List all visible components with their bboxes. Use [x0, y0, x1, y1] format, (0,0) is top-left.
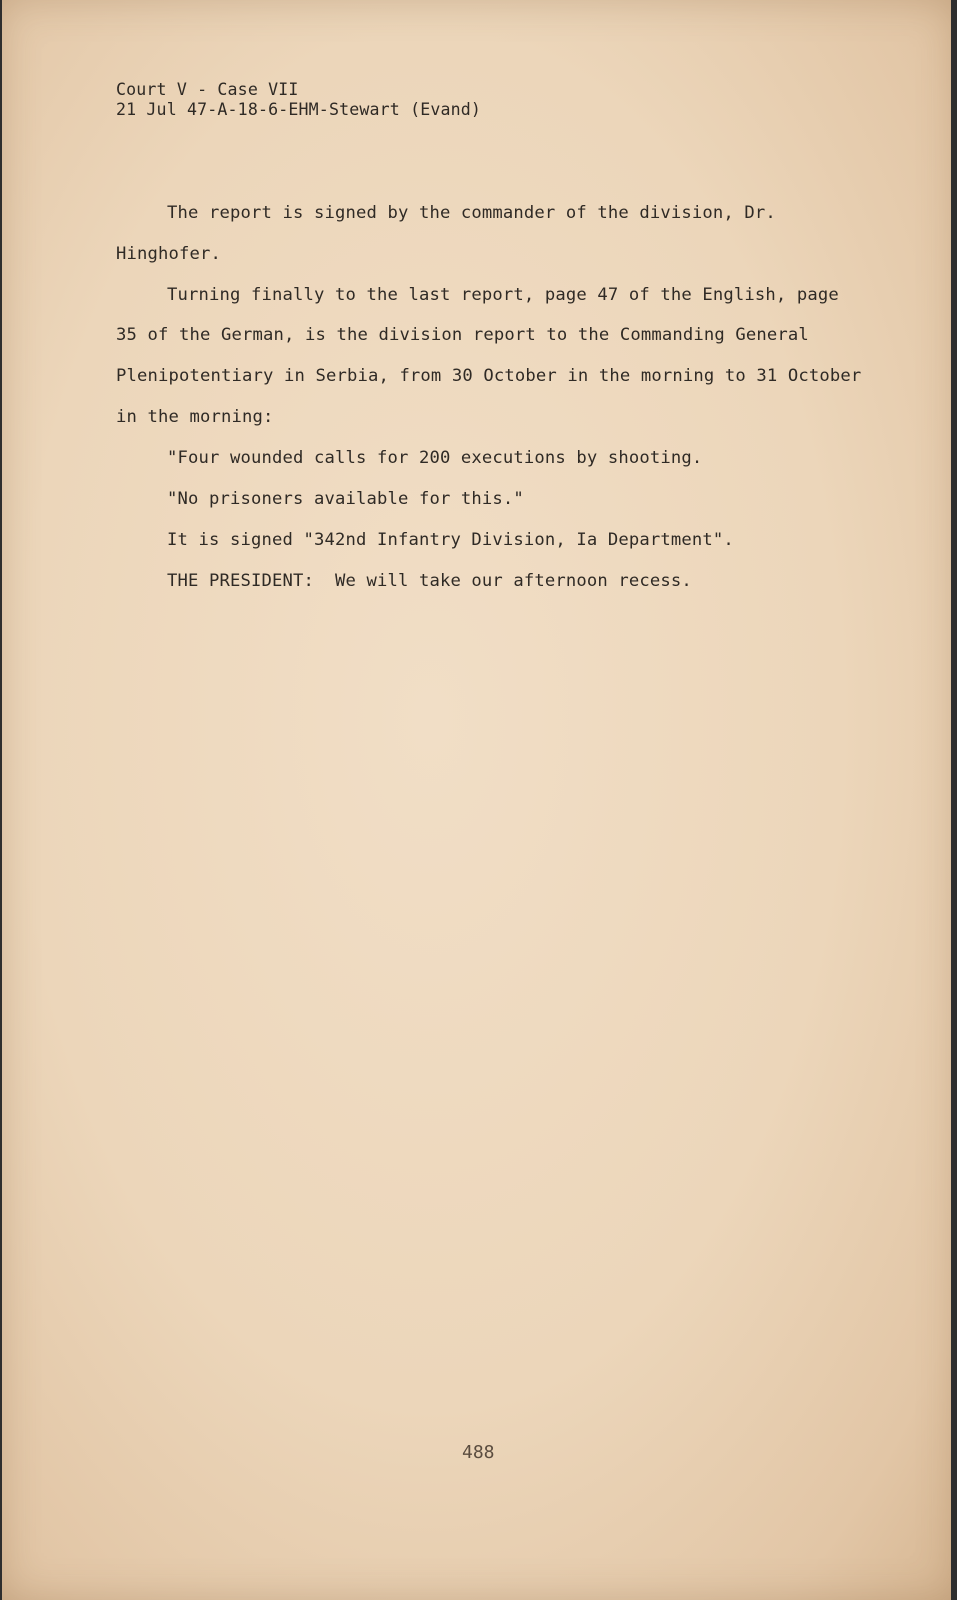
body-line-6: in the morning: — [116, 407, 274, 427]
president-line: THE PRESIDENT: We will take our afternoon recess. — [167, 571, 692, 591]
quote-line-2: "No prisoners available for this." — [167, 489, 524, 509]
body-line-3: Turning finally to the last report, page 47 of the English, page — [167, 285, 839, 305]
body-line-1: The report is signed by the commander of the division, Dr. — [167, 203, 776, 223]
page-number: 488 — [462, 1442, 495, 1463]
header-court-case: Court V - Case VII — [116, 80, 299, 99]
body-line-2: Hinghofer. — [116, 244, 221, 264]
body-line-5: Plenipotentiary in Serbia, from 30 October in the morning to 31 October — [116, 366, 862, 386]
scan-edge-right — [951, 0, 957, 1600]
header-date-reference: 21 Jul 47-A-18-6-EHM-Stewart (Evand) — [116, 100, 482, 119]
body-line-4: 35 of the German, is the division report to the Commanding General — [116, 325, 809, 345]
signature-line: It is signed "342nd Infantry Division, Ia Department". — [167, 530, 734, 550]
scan-edge-left — [0, 0, 2, 1600]
quote-line-1: "Four wounded calls for 200 executions by shooting. — [167, 448, 703, 468]
